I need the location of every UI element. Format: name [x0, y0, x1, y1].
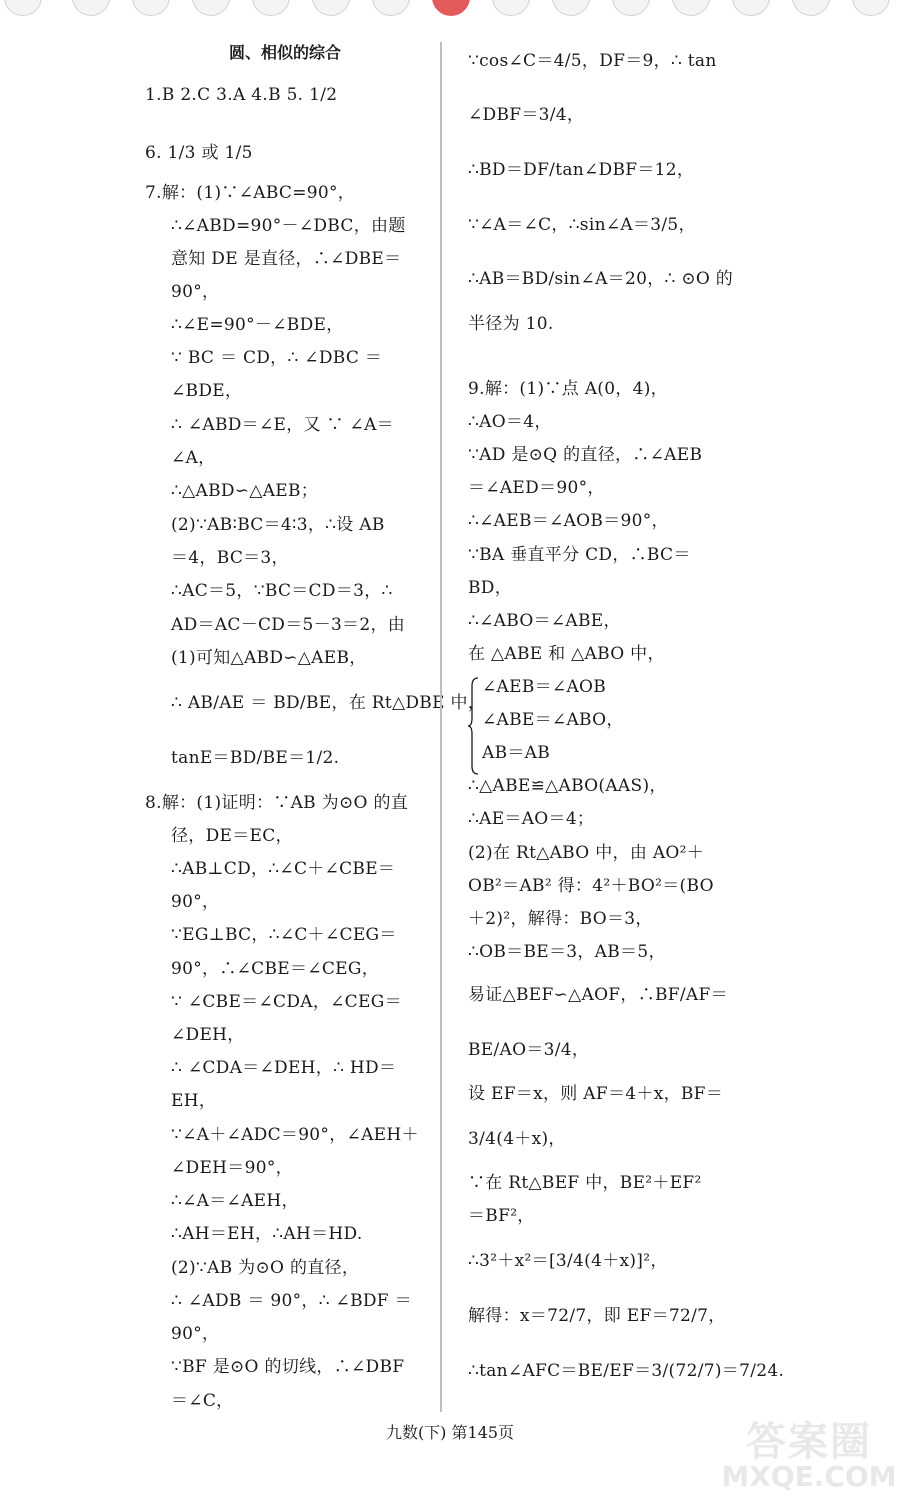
top-page-tabs [0, 0, 900, 14]
answer-line: 易证△BEF∽△AOF，∴BF/AF＝ [468, 985, 728, 1005]
answer-line: ∴AE＝AO＝4； [468, 809, 595, 829]
answer-line: 半径为 10. [468, 314, 554, 334]
answer-line: AD＝AC－CD＝5－3＝2，由 [171, 615, 406, 635]
answer-line: ∴∠ABO＝∠ABE， [468, 611, 621, 631]
answer-line: ∴AB＝BD/sin∠A＝20，∴ ⊙O 的 [468, 269, 734, 289]
answer-line: ∴AC＝5，∵BC＝CD＝3，∴ [171, 581, 393, 601]
answer-line: BD， [468, 578, 513, 598]
answer-line: ∴tan∠AFC＝BE/EF＝3/(72/7)＝7/24. [468, 1361, 785, 1381]
answer-line: ∴OB＝BE＝3，AB＝5， [468, 942, 666, 962]
answer-line: ∵AD 是⊙Q 的直径，∴∠AEB [468, 445, 703, 465]
answer-line: (2)∵AB∶BC＝4∶3，∴设 AB [171, 515, 385, 535]
answer-line: 3/4(4＋x)， [468, 1129, 566, 1149]
answer-line: ＝4，BC＝3， [171, 548, 289, 568]
answer-line: 9.解：(1)∵点 A(0，4)， [468, 379, 668, 399]
page-tab-icon [252, 0, 290, 16]
page-tab-icon [132, 0, 170, 16]
answer-line: ∴3²＋x²＝[3/4(4＋x)]²， [468, 1251, 668, 1271]
answer-line: 意知 DE 是直径，∴∠DBE＝ [171, 249, 402, 269]
answer-line: ∴∠AEB＝∠AOB＝90°， [468, 511, 669, 531]
answer-line: 90°， [171, 1324, 220, 1344]
answer-line: 解得：x＝72/7，即 EF＝72/7， [468, 1306, 726, 1326]
page-tab-icon [492, 0, 530, 16]
answer-line: ∴∠A＝∠AEH， [171, 1191, 299, 1211]
answer-line: 在 △ABE 和 △ABO 中， [468, 644, 665, 664]
page-tab-icon [72, 0, 110, 16]
page-footer: 九数(下) 第145页 [385, 1423, 515, 1442]
answer-line: ＝BF²， [468, 1206, 535, 1226]
answer-line: ∠ABE＝∠ABO， [482, 710, 624, 730]
answer-line: ∴ ∠ABD＝∠E，又 ∵ ∠A＝ [171, 415, 394, 435]
brace-icon [468, 676, 480, 776]
answer-line: 1.B 2.C 3.A 4.B 5. 1/2 [145, 85, 338, 105]
answer-line: BE/AO＝3/4， [468, 1040, 590, 1060]
answer-line: ∵BA 垂直平分 CD，∴BC＝ [468, 545, 691, 565]
answer-line: ∵∠A＝∠C，∴sin∠A＝3/5， [468, 215, 696, 235]
answer-line: OB²＝AB² 得：4²＋BO²＝(BO [468, 876, 714, 896]
answer-line: ∵ ∠CBE＝∠CDA，∠CEG＝ [171, 992, 402, 1012]
answer-line: tanE＝BD/BE＝1/2. [171, 748, 340, 768]
answer-line: ＝∠C， [171, 1391, 234, 1411]
answer-line: 7.解：(1)∵∠ABC=90°， [145, 183, 356, 203]
answer-line: AB＝AB [482, 743, 551, 763]
section-title: 圆、相似的综合 [229, 43, 342, 62]
page-tab-icon [552, 0, 590, 16]
page-tab-icon [372, 0, 410, 16]
answer-line: ∴AO＝4， [468, 412, 552, 432]
page-tab-icon [4, 0, 42, 16]
page-tab-icon [612, 0, 650, 16]
answer-line: ∵ BC ＝ CD，∴ ∠DBC ＝ [171, 348, 383, 368]
answer-line: 90°，∴∠CBE＝∠CEG， [171, 959, 380, 979]
answer-line: (2)在 Rt△ABO 中，由 AO²＋ [468, 843, 705, 863]
answer-line: (2)∵AB 为⊙O 的直径， [171, 1258, 360, 1278]
answer-line: ∠BDE， [171, 381, 243, 401]
answer-line: ∴△ABD∽△AEB； [171, 481, 319, 501]
answer-line: 径，DE＝EC， [171, 826, 293, 846]
answer-line: ∵在 Rt△BEF 中，BE²＋EF² [468, 1173, 702, 1193]
answer-line: 90°， [171, 892, 220, 912]
answer-line: 设 EF＝x，则 AF＝4＋x，BF＝ [468, 1084, 724, 1104]
answer-line: ∵∠A＋∠ADC＝90°，∠AEH＋ [171, 1125, 419, 1145]
page-tab-icon [312, 0, 350, 16]
answer-line: ∠DBF＝3/4， [468, 105, 585, 125]
active-page-tab-icon [432, 0, 470, 16]
answer-line: ∠DEH＝90°， [171, 1158, 293, 1178]
answer-line: EH， [171, 1091, 217, 1111]
answer-line: ∠AEB＝∠AOB [482, 677, 607, 697]
answer-line: ∴ AB/AE ＝ BD/BE，在 Rt△DBE 中， [171, 693, 486, 713]
answer-line: ∵cos∠C＝4/5，DF＝9，∴ tan [468, 51, 717, 71]
answer-line: 6. 1/3 或 1/5 [145, 143, 253, 163]
answer-line: ∵BF 是⊙O 的切线，∴∠DBF [171, 1357, 405, 1377]
answer-line: ∴AH＝EH，∴AH＝HD. [171, 1224, 363, 1244]
answer-line: ∴∠E=90°－∠BDE， [171, 315, 344, 335]
answer-line: ∴∠ABD=90°－∠DBC，由题 [171, 216, 406, 236]
page-tab-icon [672, 0, 710, 16]
answer-line: 8.解：(1)证明：∵AB 为⊙O 的直 [145, 793, 409, 813]
answer-line: ∴△ABE≌△ABO(AAS)， [468, 776, 667, 796]
answer-line: (1)可知△ABD∽△AEB， [171, 648, 367, 668]
column-divider [440, 42, 442, 1412]
page-tab-icon [792, 0, 830, 16]
answer-line: 90°， [171, 282, 220, 302]
page-tab-icon [192, 0, 230, 16]
answer-line: ∴AB⊥CD，∴∠C＋∠CBE＝ [171, 859, 396, 879]
page-tab-icon [852, 0, 890, 16]
answer-line: ∴BD＝DF/tan∠DBF＝12， [468, 160, 695, 180]
answer-line: ＝∠AED＝90°， [468, 478, 605, 498]
watermark-url: MXQE.COM [721, 1460, 897, 1493]
answer-line: ∠DEH， [171, 1025, 245, 1045]
answer-line: ∴ ∠CDA＝∠DEH，∴ HD＝ [171, 1058, 397, 1078]
answer-line: ∴ ∠ADB ＝ 90°，∴ ∠BDF ＝ [171, 1291, 412, 1311]
answer-line: ∠A， [171, 448, 216, 468]
answer-line: ∵EG⊥BC，∴∠C＋∠CEG＝ [171, 925, 397, 945]
watermark-text: 答案圈 [746, 1419, 872, 1465]
answer-line: ＋2)²，解得：BO＝3， [468, 909, 653, 929]
page-tab-icon [732, 0, 770, 16]
watermark-logo [718, 1402, 900, 1496]
